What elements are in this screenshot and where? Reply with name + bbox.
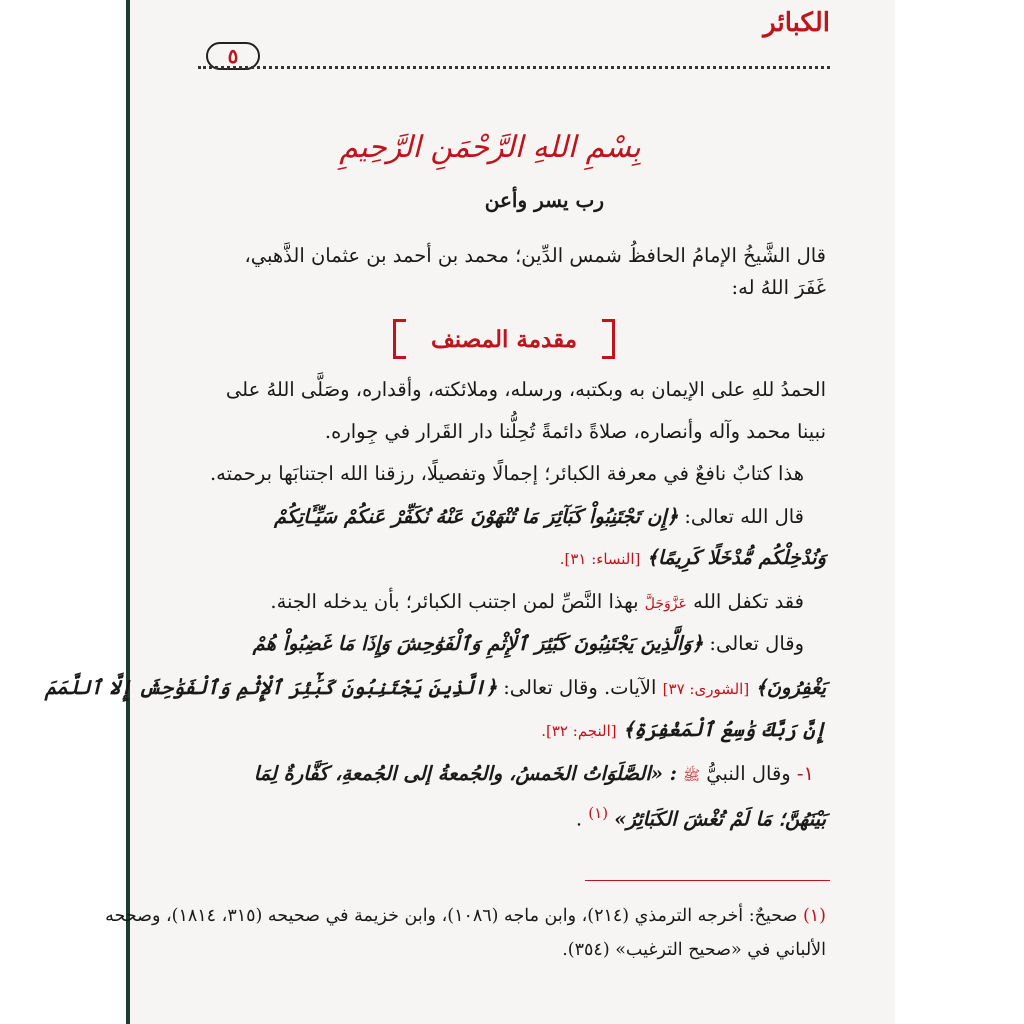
quran-verse-shura-a: ﴿وَالَّذِينَ يَجْتَنِبُونَ كَبَٰٓئِرَ ٱلْإِثْمِ وَٱلْفَوَٰحِشَ وَإِذَا مَا غَضِبُواْ هُمْ (252, 632, 704, 655)
subtitle: رب يسر وأعن (484, 188, 604, 212)
paragraph-5-line-3 (541, 718, 826, 741)
footnote-text-1: صحيحٌ: أخرجه الترمذي (٢١٤)، وابن ماجه (١٠٨٦)، وابن خزيمة في صحيحه (٣١٥، ١٨١٤)، وصححه (105, 906, 798, 926)
footnote-divider (585, 880, 830, 881)
paragraph-1-line-2: نبينا محمد وآله وأنصاره، صلاةً دائمةً تُحِلُّنا دار القَرار في جِواره. (324, 420, 826, 443)
hadith-1-line-1 (254, 762, 814, 785)
page-number: ٥ (206, 42, 260, 70)
basmala: بِسْمِ اللهِ الرَّحْمَنِ الرَّحِيمِ (339, 130, 641, 165)
quran-verse-nisa-b: وَنُدْخِلْكُم مُّدْخَلًا كَرِيمًا﴾ (646, 546, 826, 569)
hadith-end: . (575, 807, 583, 831)
quran-reference-nisa: [النساء: ٣١]. (559, 550, 641, 568)
paragraph-4 (270, 590, 804, 613)
hadith-text-a: : «الصَّلَوَاتُ الخَمسُ، والجُمعةُ إلى الجُمعةِ، كَفَّارةٌ لِمَا (253, 762, 677, 785)
quran-verse-najm-a: ﴿الَّذِينَ يَجْتَنِبُونَ كَبَٰٓئِرَ ٱلْإِثْمِ وَٱلْفَوَٰحِشَ إِلَّا ٱللَّمَمَ (44, 676, 497, 699)
paragraph-3-line-1 (274, 505, 804, 528)
intro-line-1: قال الشَّيخُ الإمامُ الحافظُ شمس الدِّين؛ محمد بن أحمد بن عثمان الذَّهبي، (244, 244, 826, 267)
book-title: الكبائر (763, 8, 830, 38)
paragraph-4-text-b: بهذا النَّصِّ لمن اجتنب الكبائر؛ بأن يدخله الجنة. (270, 590, 639, 613)
quran-verse-shura-b: يَغْفِرُونَ﴾ (755, 676, 826, 699)
footnote-line-2: الألباني في «صحيح الترغيب» (٣٥٤). (562, 940, 826, 960)
paragraph-3-prefix: قال الله تعالى: (684, 505, 804, 528)
section-title: مقدمة المصنف (393, 319, 615, 359)
paragraph-3-line-2 (560, 546, 826, 569)
paragraph-4-text-a: فقد تكفل الله (693, 590, 804, 613)
header-divider (198, 66, 830, 69)
hadith-prefix: وقال النبيُّ (706, 762, 791, 785)
quran-reference-najm: [النجم: ٣٢]. (541, 722, 617, 740)
paragraph-5-prefix: وقال تعالى: (709, 632, 804, 655)
quran-verse-najm-b: إِنَّ رَبَّكَ وَٰسِعُ ٱلْمَغْفِرَةِ﴾ (622, 718, 826, 741)
paragraph-5-line-2 (45, 676, 826, 699)
intro-line-2: غَفَرَ اللهُ له: (731, 276, 826, 299)
quran-verse-nisa-a: ﴿إِن تَجْتَنِبُواْ كَبَآئِرَ مَا تُنْهَوْنَ عَنْهُ نُكَفِّرْ عَنكُمْ سَيِّـَٔاتِكُمْ (274, 505, 679, 528)
hadith-text-b: بَيْنَهُنَّ؛ مَا لَمْ تُغْشَ الكَبَائِرُ» (614, 807, 826, 831)
footnote-mark: (١) (802, 906, 826, 926)
hadith-1-line-2 (576, 804, 826, 831)
paragraph-2: هذا كتابٌ نافعٌ في معرفة الكبائر؛ إجمالًا وتفصيلًا، رزقنا الله اجتنابَها برحمته. (209, 462, 804, 485)
paragraph-5-mid: الآيات. وقال تعالى: (503, 676, 657, 699)
footnote-reference-mark: (١) (588, 804, 609, 822)
footnote-line-1 (105, 906, 826, 927)
quran-reference-shura: [الشورى: ٣٧] (662, 680, 750, 698)
honorific: عَزَّوَجَلَّ (644, 596, 687, 612)
paragraph-5-line-1 (253, 632, 804, 655)
salutation: ﷺ (683, 768, 701, 784)
paragraph-1-line-1: الحمدُ للهِ على الإيمان به وبكتبه، ورسله، وملائكته، وأقداره، وصَلَّى اللهُ على (225, 378, 826, 401)
page-header (198, 0, 830, 75)
hadith-number: ١- (796, 762, 814, 785)
